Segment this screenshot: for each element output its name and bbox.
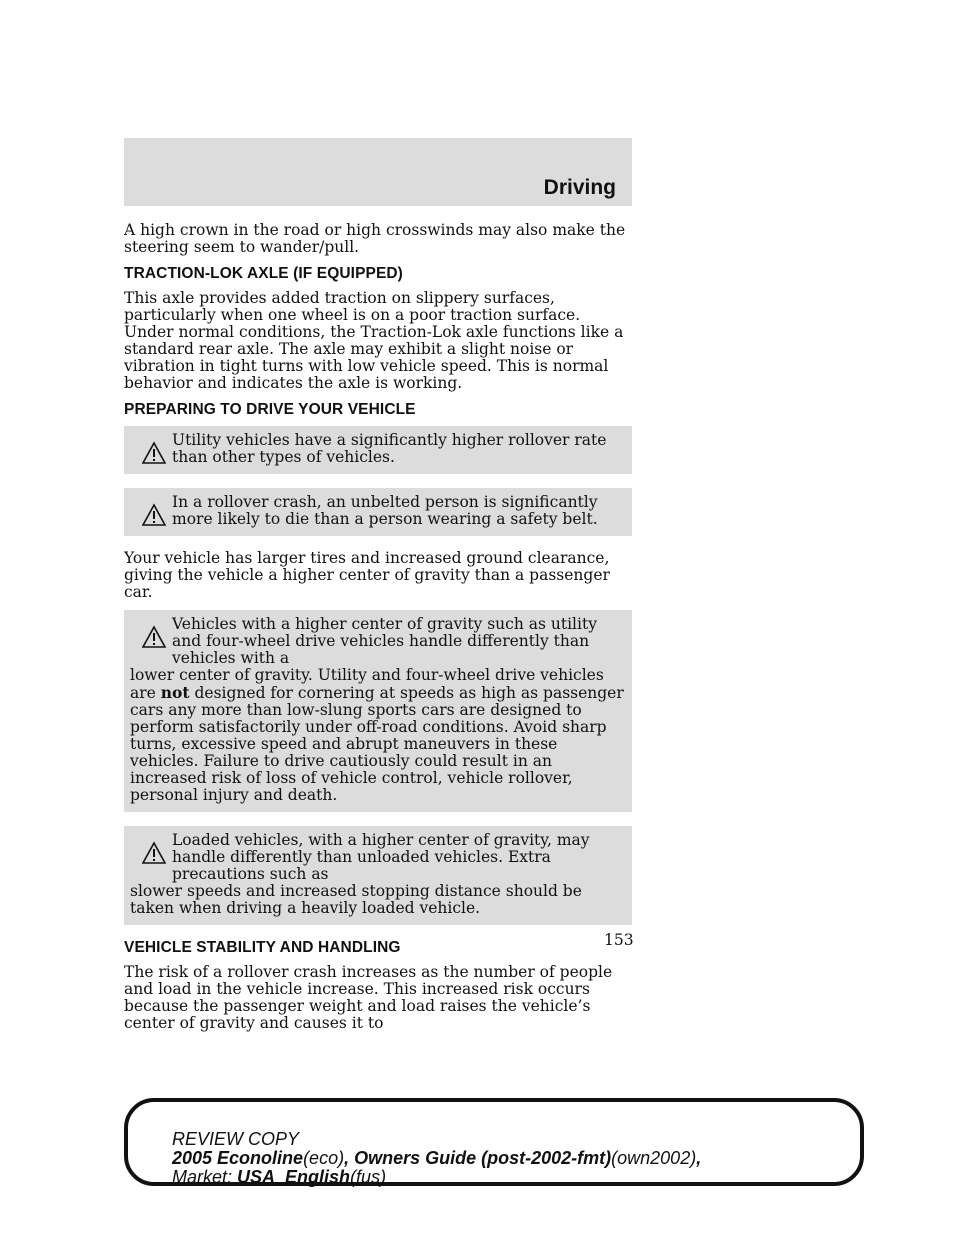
footer-guide-code: (own2002)	[611, 1148, 697, 1168]
warning-text-1: Utility vehicles have a significantly higher rollover rate than other types of vehicles.	[172, 431, 607, 466]
footer-market-code: (fus)	[350, 1167, 387, 1187]
footer-model: 2005 Econoline	[172, 1148, 304, 1168]
warning-text-4-body: slower speeds and increased stopping distance should be taken when driving a heavily loaded vehicle.	[130, 882, 582, 917]
footer-lines	[172, 1130, 701, 1187]
footer-market-label: Market:	[172, 1167, 233, 1187]
review-copy-footer	[124, 1098, 864, 1186]
footer-guide: Owners Guide (post-2002-fmt)	[354, 1148, 612, 1168]
page-content	[124, 222, 632, 1041]
footer-model-code: (eco)	[303, 1148, 345, 1168]
warning-box-1	[124, 426, 632, 474]
stability-paragraph: The risk of a rollover crash increases as the number of people and load in the vehicle increase. This increased risk occurs because the passenger weight and load raises the vehicle’s center of gravity and causes it to	[124, 963, 613, 1032]
preparing-heading: PREPARING TO DRIVE YOUR VEHICLE	[124, 401, 416, 418]
warning-text-3-body	[130, 667, 626, 804]
section-title: Driving	[543, 176, 616, 199]
stability-heading: VEHICLE STABILITY AND HANDLING	[124, 939, 401, 956]
footer-market: USA_English	[237, 1167, 351, 1187]
warning-box-3	[124, 610, 632, 812]
warning-text-3-after: designed for cornering at speeds as high as passenger cars any more than low-slung sports cars are designed to perform satisfactorily under off-road conditions. Avoid sharp turns, excessive speed and abrupt maneuvers in these vehicles. Failure to drive cautiously could result in an increased risk of loss of vehicle control, vehicle rollover, personal injury and death.	[130, 684, 624, 804]
footer-sep-2: ,	[696, 1148, 702, 1168]
warning-triangle-icon	[142, 503, 166, 527]
warning-box-4	[124, 826, 632, 925]
warning-box-2	[124, 488, 632, 536]
header-band	[124, 138, 632, 206]
footer-model-line	[172, 1149, 701, 1168]
warning-text-3-lead: Vehicles with a higher center of gravity such as utility and four-wheel drive vehicles handle differently than vehicles with a	[172, 615, 597, 667]
center-of-gravity-paragraph: Your vehicle has larger tires and increased ground clearance, giving the vehicle a higher center of gravity than a passenger car.	[124, 549, 610, 601]
warning-triangle-icon	[142, 441, 166, 465]
page-number: 153	[604, 931, 634, 949]
warning-text-3-bold: not	[160, 683, 190, 702]
warning-triangle-icon	[142, 841, 166, 865]
traction-heading: TRACTION-LOK AXLE (IF EQUIPPED)	[124, 265, 403, 282]
warning-text-2: In a rollover crash, an unbelted person is significantly more likely to die than a person wearing a safety belt.	[172, 493, 598, 528]
footer-market-line	[172, 1168, 701, 1187]
intro-paragraph: A high crown in the road or high crosswinds may also make the steering seem to wander/pull.	[124, 221, 626, 256]
traction-paragraph: This axle provides added traction on slippery surfaces, particularly when one wheel is on a poor traction surface. Under normal conditions, the Traction-Lok axle functions like a standard rear axle. The axle may exhibit a slight noise or vibration in tight turns with low vehicle speed. This is normal behavior and indicates the axle is working.	[124, 289, 624, 392]
warning-triangle-icon	[142, 625, 166, 649]
warning-text-3-before: lower center of gravity. Utility and four-wheel drive vehicles are	[130, 666, 604, 702]
review-copy-label: REVIEW COPY	[172, 1129, 300, 1149]
footer-sep-1: ,	[344, 1148, 355, 1168]
warning-text-4-lead: Loaded vehicles, with a higher center of gravity, may handle differently than unloaded vehicles. Extra precautions such as	[172, 831, 590, 883]
